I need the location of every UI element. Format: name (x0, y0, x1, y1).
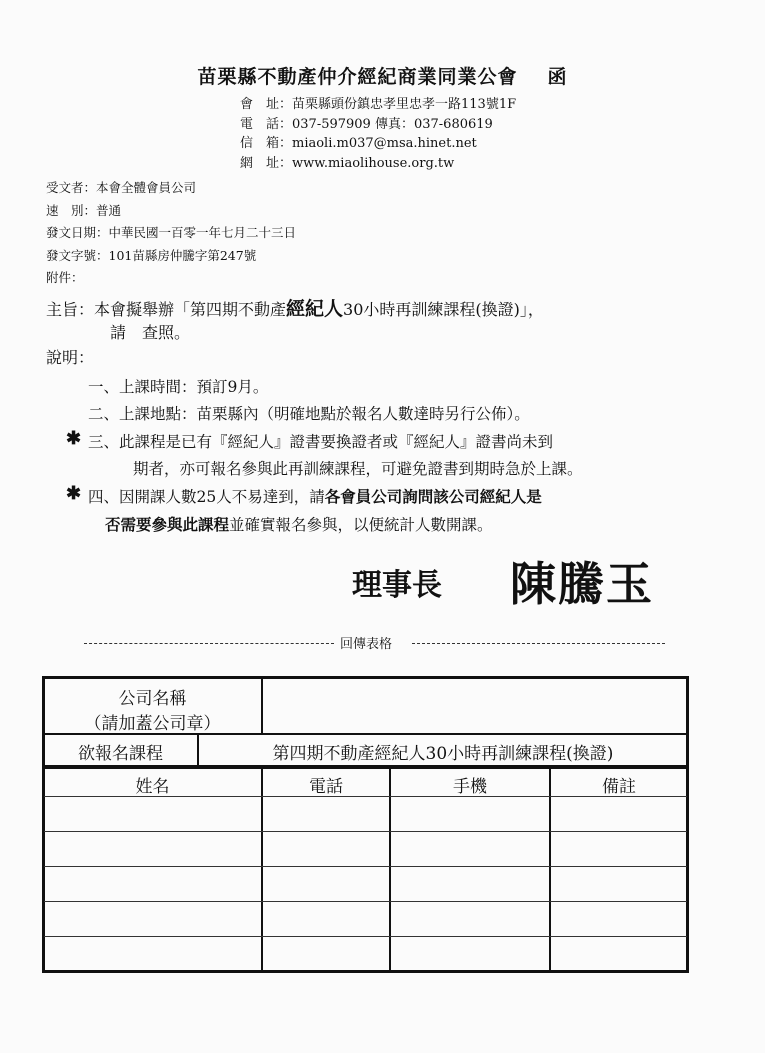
meta-ref-no: 發文字號：101苗縣房仲騰字第247號 (46, 248, 257, 263)
meta-attachment: 附件： (46, 270, 84, 285)
column-header-notes: 備註 (602, 777, 636, 797)
table-vline (261, 768, 263, 971)
meta-speed: 速 別：普通 (46, 203, 122, 218)
item-4-cont-bold: 否需要參與此課程 (105, 515, 230, 534)
meta-date: 發文日期：中華民國一百零一年七月二十三日 (46, 225, 297, 240)
meta-recipient: 受文者：本會全體會員公司 (46, 180, 197, 195)
subject-tail: 30小時再訓練課程(換證)」， (343, 300, 544, 319)
contact-address: 會 址：苗栗縣頭份鎮忠孝里忠孝一路113號1F (240, 97, 517, 112)
explanation-item-4 (88, 485, 542, 507)
contact-phone: 電 話：037-597909 傳真：037-680619 (240, 117, 493, 132)
subject-emphasis: 經紀人 (286, 298, 344, 320)
dashed-divider-right (412, 643, 665, 644)
item-4-plain: 四、因開課人數25人不易達到，請 (88, 488, 325, 506)
contact-website: 網 址：www.miaolihouse.org.tw (240, 156, 455, 171)
table-vline (389, 768, 391, 971)
letter-header (0, 62, 765, 89)
column-header-phone: 電話 (309, 777, 343, 797)
explanation-label: 說明： (46, 348, 95, 367)
explanation-item-1: 一、上課時間：預訂9月。 (88, 378, 269, 396)
course-label: 欲報名課程 (78, 744, 163, 764)
signature-name: 陳騰玉 (510, 557, 654, 611)
company-name-label: 公司名稱 (118, 689, 187, 709)
explanation-item-3: 三、此課程是已有『經紀人』證書要換證者或『經紀人』證書尚未到 (88, 433, 554, 451)
asterisk-icon: ✱ (66, 428, 82, 449)
column-header-name: 姓名 (135, 777, 170, 797)
table-row-line (44, 936, 687, 937)
company-seal-label: （請加蓋公司章） (84, 714, 221, 734)
table-vline (549, 768, 551, 971)
table-row-line (44, 901, 687, 902)
item-4-cont-plain: 並確實報名參與，以便統計人數開課。 (229, 516, 493, 534)
table-row-line (44, 866, 687, 867)
explanation-item-4-cont (105, 513, 493, 535)
doc-type: 函 (547, 66, 568, 88)
column-header-mobile: 手機 (453, 777, 487, 797)
org-name: 苗栗縣不動產仲介經紀商業同業公會 (197, 66, 518, 88)
item-4-bold: 各會員公司詢問該公司經紀人是 (324, 487, 542, 506)
dashed-divider-left (84, 643, 334, 644)
course-value: 第四期不動產經紀人30小時再訓練課程(換證) (272, 744, 614, 764)
subject-line (46, 294, 544, 321)
reply-form-label: 回傳表格 (340, 637, 393, 652)
table-row-line (44, 831, 687, 832)
subject-line-2: 請 查照。 (110, 323, 191, 342)
asterisk-icon: ✱ (66, 483, 82, 504)
subject-lead: 主旨：本會擬舉辦「第四期不動產 (46, 300, 287, 319)
signature-title: 理事長 (352, 568, 442, 603)
table-hline (44, 767, 687, 769)
explanation-item-2: 二、上課地點：苗栗縣內（明確地點於報名人數達時另行公佈）。 (88, 405, 530, 423)
explanation-item-3-cont: 期者，亦可報名參與此再訓練課程，可避免證書到期時急於上課。 (133, 460, 583, 478)
company-name-field[interactable] (263, 680, 687, 733)
contact-email: 信 箱：miaoli.m037@msa.hinet.net (240, 136, 477, 151)
